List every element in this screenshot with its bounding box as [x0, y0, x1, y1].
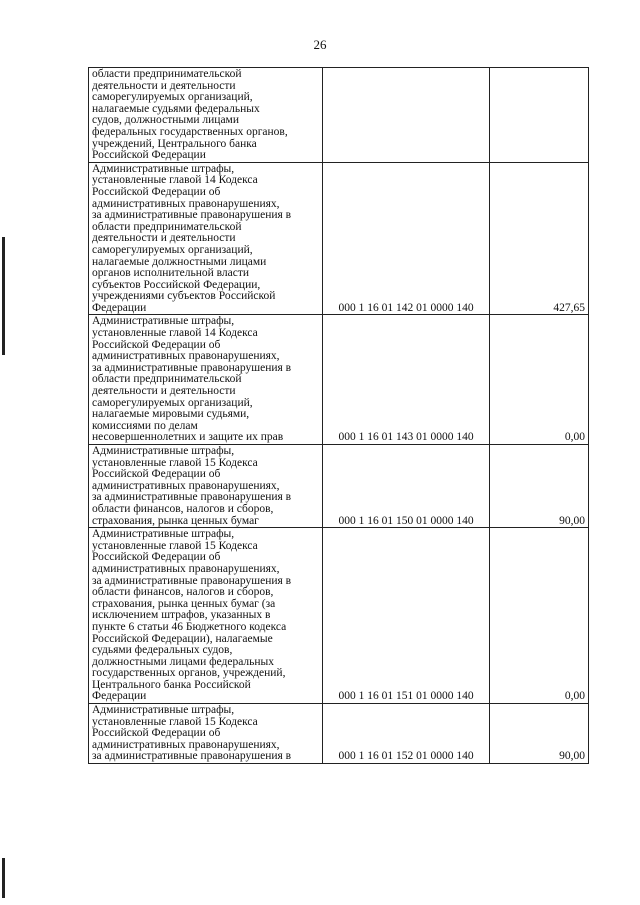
- scan-margin-bar-left-top: [2, 237, 5, 355]
- row-description: [89, 528, 323, 704]
- row-budget-code: 000 1 16 01 152 01 0000 140: [323, 704, 490, 764]
- description-line: административных правонарушениях,: [92, 197, 280, 210]
- description-line: за административные правонарушения в: [92, 750, 292, 763]
- description-line: установленные главой 15 Кодекса: [92, 539, 258, 552]
- table-row: [89, 315, 589, 445]
- description-line: деятельности и деятельности: [92, 232, 236, 245]
- row-description: [89, 162, 323, 315]
- table-row: [89, 528, 589, 704]
- row-amount: 90,00: [490, 445, 589, 528]
- description-line: государственных органов, учреждений,: [92, 667, 286, 680]
- row-budget-code: 000 1 16 01 151 01 0000 140: [323, 528, 490, 704]
- description-line: должностными лицами федеральных: [92, 655, 275, 668]
- description-line: пункте 6 статьи 46 Бюджетного кодекса: [92, 620, 287, 633]
- description-line: субъектов Российской Федерации,: [92, 278, 261, 291]
- description-line: судьями федеральных судов,: [92, 644, 233, 657]
- description-line: за административные правонарушения в: [92, 491, 292, 504]
- description-line: установленные главой 14 Кодекса: [92, 327, 258, 340]
- row-description: [89, 315, 323, 445]
- row-amount: 90,00: [490, 704, 589, 764]
- page-number: 26: [313, 37, 327, 52]
- description-line: области финансов, налогов и сборов,: [92, 586, 274, 599]
- description-line: саморегулируемых организаций,: [92, 91, 253, 104]
- row-description: [89, 68, 323, 163]
- row-amount: 0,00: [490, 528, 589, 704]
- description-line: учреждениями субъектов Российской: [92, 290, 276, 303]
- description-line: за административные правонарушения в: [92, 361, 292, 374]
- description-line: области предпринимательской: [92, 68, 242, 80]
- description-line: органов исполнительной власти: [92, 267, 250, 280]
- description-line: деятельности и деятельности: [92, 385, 236, 398]
- description-line: налагаемые мировыми судьями,: [92, 408, 250, 421]
- description-line: установленные главой 15 Кодекса: [92, 456, 258, 469]
- revenue-table: [88, 67, 589, 764]
- description-line: Российской Федерации), налагаемые: [92, 632, 273, 645]
- description-line: судов, должностными лицами: [92, 114, 239, 127]
- description-line: несовершеннолетних и защите их прав: [92, 431, 284, 444]
- row-description: [89, 704, 323, 764]
- description-line: административных правонарушениях,: [92, 738, 280, 751]
- description-line: установленные главой 15 Кодекса: [92, 715, 258, 728]
- description-line: области предпринимательской: [92, 373, 242, 386]
- description-line: Российской Федерации об: [92, 338, 221, 351]
- description-line: установленные главой 14 Кодекса: [92, 174, 258, 187]
- description-line: учреждений, Центрального банка: [92, 137, 257, 150]
- description-line: Российской Федерации об: [92, 468, 221, 481]
- description-line: Административные штрафы,: [92, 315, 235, 328]
- row-description: [89, 445, 323, 528]
- description-line: налагаемые судьями федеральных: [92, 102, 260, 115]
- description-line: Российской Федерации об: [92, 185, 221, 198]
- row-budget-code: [323, 68, 490, 163]
- description-line: Российской Федерации: [92, 149, 206, 162]
- row-amount: [490, 68, 589, 163]
- description-line: Российской Федерации об: [92, 551, 221, 564]
- description-line: Центрального банка Российской: [92, 678, 251, 691]
- description-line: административных правонарушениях,: [92, 479, 280, 492]
- description-line: административных правонарушениях,: [92, 350, 280, 363]
- description-line: Административные штрафы,: [92, 445, 235, 457]
- table-row: [89, 68, 589, 163]
- description-line: комиссиями по делам: [92, 419, 198, 432]
- scan-margin-bar-left-bottom: [2, 858, 5, 898]
- row-amount: 427,65: [490, 162, 589, 315]
- revenue-table-body: [89, 68, 589, 764]
- description-line: административных правонарушениях,: [92, 562, 280, 575]
- description-line: саморегулируемых организаций,: [92, 396, 253, 409]
- description-line: области финансов, налогов и сборов,: [92, 502, 274, 515]
- row-budget-code: 000 1 16 01 142 01 0000 140: [323, 162, 490, 315]
- description-line: федеральных государственных органов,: [92, 125, 288, 138]
- row-amount: 0,00: [490, 315, 589, 445]
- description-line: Административные штрафы,: [92, 528, 235, 541]
- description-line: за административные правонарушения в: [92, 574, 292, 587]
- description-line: деятельности и деятельности: [92, 79, 236, 92]
- description-line: налагаемые должностными лицами: [92, 255, 267, 268]
- table-row: [89, 162, 589, 315]
- description-line: Федерации: [92, 690, 147, 703]
- table-row: [89, 704, 589, 764]
- description-line: саморегулируемых организаций,: [92, 243, 253, 256]
- description-line: страхования, рынка ценных бумаг: [92, 514, 259, 527]
- description-line: Российской Федерации об: [92, 727, 221, 740]
- table-row: [89, 445, 589, 528]
- description-line: страхования, рынка ценных бумаг (за: [92, 597, 276, 610]
- row-budget-code: 000 1 16 01 143 01 0000 140: [323, 315, 490, 445]
- description-line: Административные штрафы,: [92, 704, 235, 717]
- description-line: за административные правонарушения в: [92, 209, 292, 222]
- row-budget-code: 000 1 16 01 150 01 0000 140: [323, 445, 490, 528]
- description-line: Административные штрафы,: [92, 162, 235, 175]
- description-line: Федерации: [92, 301, 147, 314]
- description-line: исключением штрафов, указанных в: [92, 609, 271, 622]
- description-line: области предпринимательской: [92, 220, 242, 233]
